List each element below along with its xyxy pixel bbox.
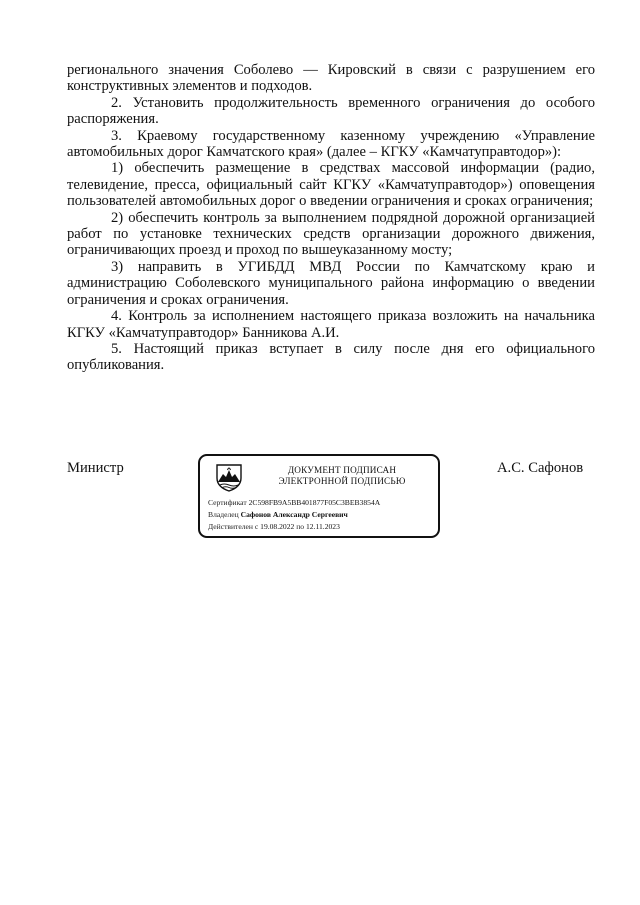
valid-from-label: Действителен с bbox=[208, 522, 259, 531]
stamp-owner bbox=[208, 510, 348, 519]
valid-to-date: 12.11.2023 bbox=[306, 522, 340, 531]
certificate-label: Сертификат bbox=[208, 498, 247, 507]
paragraph-item-4: 4. Контроль за исполнением настоящего приказа возложить на начальника КГКУ «Камчатуправтодор» Банникова А.И. bbox=[67, 308, 595, 341]
owner-label: Владелец bbox=[208, 510, 239, 519]
paragraph-item-5: 5. Настоящий приказ вступает в силу после дня его официального опубликования. bbox=[67, 340, 595, 374]
electronic-signature-stamp bbox=[198, 454, 440, 538]
certificate-value: 2C598FB9A5BB401877F05C3BEB3854A bbox=[248, 498, 381, 507]
valid-to-label: по bbox=[296, 522, 305, 531]
paragraph-item-2: 2. Установить продолжительность временного ограничения до особого распоряжения. bbox=[67, 94, 595, 128]
signer-position: Министр bbox=[67, 460, 124, 476]
signature-block bbox=[0, 454, 640, 554]
paragraph-subitem-1: 1) обеспечить размещение в средствах массовой информации (радио, телевидение, пресса, официальный сайт КГКУ «Камчатуправтодор») оповещения пользователей автомобильных дорог о введении ограничения и сроках ограничения; bbox=[67, 160, 595, 210]
owner-value: Сафонов Александр Сергеевич bbox=[240, 510, 348, 519]
kamchatka-coat-of-arms-icon bbox=[214, 462, 244, 492]
stamp-validity bbox=[208, 522, 340, 531]
paragraph-continuation: регионального значения Соболево — Кировский в связи с разрушением его конструктивных элементов и подходов. bbox=[67, 62, 595, 95]
paragraph-item-3: 3. Краевому государственному казенному учреждению «Управление автомобильных дорог Камчатского края» (далее – КГКУ «Камчатуправтодор»): bbox=[67, 127, 595, 161]
valid-from-date: 19.08.2022 bbox=[260, 522, 295, 531]
stamp-heading bbox=[248, 465, 436, 486]
document-body bbox=[67, 62, 595, 374]
signer-name: А.С. Сафонов bbox=[497, 460, 584, 476]
stamp-certificate bbox=[208, 498, 380, 507]
paragraph-subitem-3: 3) направить в УГИБДД МВД России по Камчатскому краю и администрацию Соболевского муниципального района информацию о введении ограничения и сроках ограничения. bbox=[67, 258, 595, 308]
stamp-heading-line2: ЭЛЕКТРОННОЙ ПОДПИСЬЮ bbox=[278, 475, 406, 486]
paragraph-subitem-2: 2) обеспечить контроль за выполнением подрядной дорожной организацией работ по установке технических средств организации дорожного движения, ограничивающих проезд и проход по вышеуказанному мосту; bbox=[67, 209, 595, 259]
stamp-heading-line1: ДОКУМЕНТ ПОДПИСАН bbox=[287, 465, 397, 475]
